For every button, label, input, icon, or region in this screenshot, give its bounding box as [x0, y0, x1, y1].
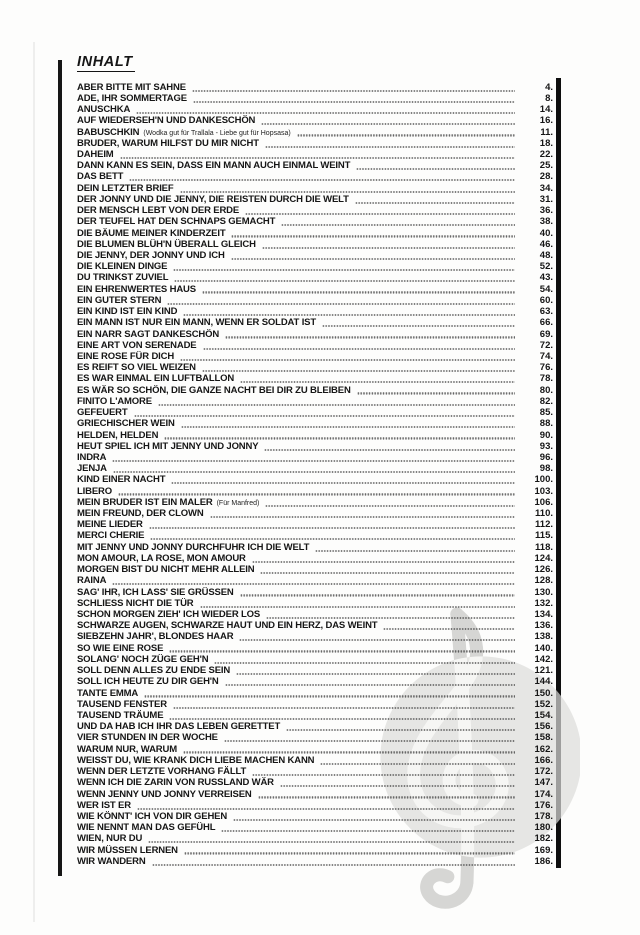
page-number: 169. — [534, 844, 553, 856]
song-title: EIN GUTER STERN — [77, 294, 162, 306]
page-number: 110. — [535, 508, 553, 520]
page-number: 144. — [534, 676, 553, 688]
page-number: 156. — [534, 721, 553, 733]
dot-leader — [225, 684, 515, 686]
page-number: 96. — [539, 451, 553, 463]
toc-entry — [77, 576, 553, 587]
song-title: MORGEN BIST DU NICHT MEHR ALLEIN — [77, 564, 255, 576]
toc-entry — [77, 273, 553, 284]
song-title: MIT JENNY UND JONNY DURCHFUHR ICH DIE WELT — [77, 541, 310, 553]
song-title: DER MENSCH LEBT VON DER ERDE — [77, 205, 240, 217]
song-title: DEIN LETZTER BRIEF — [77, 182, 174, 194]
dot-leader — [118, 493, 515, 495]
song-title: JENJA — [77, 463, 107, 475]
page-number: 31. — [539, 193, 553, 205]
song-title: TANTE EMMA — [77, 687, 139, 699]
toc-entry — [77, 295, 553, 306]
page-number: 118. — [535, 541, 553, 553]
toc-entry — [77, 856, 553, 867]
dot-leader — [193, 101, 515, 103]
toc-entry — [77, 789, 553, 800]
dot-leader — [233, 819, 515, 821]
toc-entry — [77, 834, 553, 845]
dot-leader — [184, 852, 515, 854]
song-title: SO WIE EINE ROSE — [77, 642, 164, 654]
toc-entry — [77, 104, 553, 115]
song-title: DIE BLUMEN BLÜH'N ÜBERALL GLEICH — [77, 238, 256, 250]
page-number: 46. — [539, 238, 553, 250]
toc-entry — [77, 340, 553, 351]
dot-leader — [134, 415, 515, 417]
page-number: 140. — [534, 642, 553, 654]
dot-leader — [129, 179, 515, 181]
toc-entry — [77, 430, 553, 441]
page-number: 166. — [534, 754, 553, 766]
dot-leader — [297, 134, 515, 136]
page-number: 22. — [539, 149, 553, 161]
dot-leader — [252, 774, 515, 776]
song-title: MEIN BRUDER IST EIN MALER — [77, 496, 213, 508]
toc-entry — [77, 497, 553, 508]
dot-leader — [158, 404, 515, 406]
dot-leader — [260, 572, 515, 574]
song-title: ANUSCHKA — [77, 104, 131, 116]
toc-entry — [77, 621, 553, 632]
page-number: 28. — [539, 171, 553, 183]
song-title: AUF WIEDERSEH'N UND DANKESCHÖN — [77, 115, 256, 127]
page-title: INHALT — [77, 54, 133, 70]
toc-entry — [77, 463, 553, 474]
toc-entry — [77, 822, 553, 833]
toc-entry — [77, 811, 553, 822]
song-title: WER IST ER — [77, 799, 131, 811]
page-number: 18. — [539, 137, 553, 149]
song-title: WEISST DU, WIE KRANK DICH LIEBE MACHEN KANN — [77, 754, 315, 766]
page-number: 176. — [534, 799, 553, 811]
page-number: 60. — [539, 294, 553, 306]
dot-leader — [113, 471, 515, 473]
dot-leader — [202, 370, 515, 372]
song-title: BABUSCHKIN — [77, 126, 140, 138]
page-number: 126. — [534, 564, 553, 576]
page-number: 178. — [534, 810, 553, 822]
page-number: 172. — [534, 766, 553, 778]
page-number: 138. — [534, 631, 553, 643]
song-title: SCHON MORGEN ZIEH' ICH WIEDER LOS — [77, 609, 261, 620]
dot-leader — [144, 695, 515, 697]
toc-entry — [77, 138, 553, 149]
page-number: 76. — [539, 362, 553, 374]
page-number: 103. — [534, 485, 553, 497]
page-number: 134. — [534, 609, 553, 620]
dot-leader — [173, 707, 515, 709]
song-title: DER JONNY UND DIE JENNY, DIE REISTEN DURCH DIE WELT — [77, 193, 349, 205]
dot-leader — [148, 841, 515, 843]
page-number: 4. — [545, 81, 553, 93]
page-number: 98. — [539, 463, 553, 475]
toc-entry — [77, 520, 553, 531]
dot-leader — [286, 729, 515, 731]
toc-entry — [77, 262, 553, 273]
toc-entry — [77, 396, 553, 407]
song-title: WIE KÖNNT' ICH VON DIR GEHEN — [77, 810, 228, 822]
dot-leader — [264, 449, 515, 451]
song-title: ES REIFT SO VIEL WEIZEN — [77, 362, 196, 374]
toc-entry — [77, 306, 553, 317]
song-title: WARUM NUR, WARUM — [77, 743, 177, 755]
song-title: MEIN FREUND, DER CLOWN — [77, 508, 204, 520]
toc-entry — [77, 183, 553, 194]
page-number: 11. — [540, 126, 553, 138]
dot-leader — [203, 348, 516, 350]
page-number: 52. — [539, 261, 553, 273]
song-title: INDRA — [77, 451, 107, 463]
song-title: EINE ART VON SERENADE — [77, 339, 197, 351]
song-title: HEUT SPIEL ICH MIT JENNY UND JONNY — [77, 440, 259, 452]
song-title: WIR WANDERN — [77, 855, 146, 867]
song-title: SCHLIESS NICHT DIE TÜR — [77, 597, 194, 609]
song-title: ABER BITTE MIT SAHNE — [77, 81, 186, 93]
toc-entry — [77, 721, 553, 732]
page-number: 150. — [534, 687, 553, 699]
page-number: 154. — [534, 709, 553, 721]
dot-leader — [152, 864, 515, 866]
toc-entry — [77, 643, 553, 654]
toc-entry — [77, 766, 553, 777]
page-number: 74. — [539, 350, 553, 362]
toc-entry — [77, 733, 553, 744]
song-title: SIEBZEHN JAHR', BLONDES HAAR — [77, 631, 234, 643]
toc-entry — [77, 205, 553, 216]
dot-leader — [164, 437, 515, 439]
dot-leader — [149, 527, 515, 529]
song-title: EIN NARR SAGT DANKESCHÖN — [77, 328, 220, 340]
dot-leader — [167, 303, 515, 305]
song-title: WIE NENNT MAN DAS GEFÜHL — [77, 822, 216, 834]
toc-entry — [77, 710, 553, 721]
toc-entry — [77, 587, 553, 598]
song-title: DIE JENNY, DER JONNY UND ICH — [77, 250, 225, 261]
toc-entry — [77, 82, 553, 93]
page-number: 132. — [534, 597, 553, 609]
page-number: 88. — [539, 418, 553, 430]
page-number: 36. — [539, 205, 553, 217]
toc-entry — [77, 531, 553, 542]
dot-leader — [224, 740, 515, 742]
toc-entry — [77, 127, 553, 138]
dot-leader — [245, 213, 515, 215]
dot-leader — [265, 146, 515, 148]
toc-entry — [77, 564, 553, 575]
toc-entry — [77, 149, 553, 160]
song-title: EIN EHRENWERTES HAUS — [77, 283, 196, 295]
toc-entry — [77, 609, 553, 620]
dot-leader — [120, 157, 515, 159]
page-number: 182. — [534, 833, 553, 845]
dot-leader — [240, 381, 515, 383]
toc-entry — [77, 677, 553, 688]
page-number: 82. — [539, 395, 553, 407]
song-title: SOLANG' NOCH ZÜGE GEH'N — [77, 653, 209, 665]
song-title: TAUSEND TRÄUME — [77, 709, 164, 721]
toc-entry — [77, 475, 553, 486]
dot-leader — [383, 628, 515, 630]
dot-leader — [355, 202, 515, 204]
toc-entry — [77, 385, 553, 396]
song-title: WENN ICH DIE ZARIN VON RUSSLAND WÄR — [77, 777, 274, 789]
toc-entry — [77, 318, 553, 329]
song-title: DAHEIM — [77, 149, 114, 161]
toc-entry — [77, 116, 553, 127]
song-title: DANN KANN ES SEIN, DASS EIN MANN AUCH EINMAL WEINT — [77, 160, 351, 172]
toc-entry — [77, 374, 553, 385]
page-number: 128. — [534, 575, 553, 587]
toc-entry — [77, 654, 553, 665]
scan-bar-left — [58, 60, 62, 876]
dot-leader — [231, 258, 515, 260]
song-title: EIN KIND IST EIN KIND — [77, 306, 178, 318]
page-number: 16. — [539, 115, 553, 127]
toc-entry — [77, 800, 553, 811]
dot-leader — [322, 325, 515, 327]
page-number: 121. — [534, 665, 553, 677]
page-number: 8. — [545, 92, 553, 104]
dot-leader — [231, 235, 515, 237]
dot-leader — [281, 224, 515, 226]
page-number: 158. — [534, 732, 553, 744]
toc-entry — [77, 598, 553, 609]
toc-entry — [77, 632, 553, 643]
dot-leader — [262, 247, 515, 249]
toc-entry — [77, 778, 553, 789]
song-title: DU TRINKST ZUVIEL — [77, 272, 169, 284]
song-title: EINE ROSE FÜR DICH — [77, 350, 175, 362]
song-title: EIN MANN IST NUR EIN MANN, WENN ER SOLDAT IST — [77, 317, 317, 329]
page-number: 14. — [539, 104, 553, 116]
dot-leader — [357, 392, 515, 394]
song-subtitle: (Wodka gut für Trallala - Liebe gut für Hopsasa) — [143, 130, 291, 138]
page-number: 152. — [534, 698, 553, 710]
toc-entry — [77, 217, 553, 228]
dot-leader — [112, 583, 515, 585]
song-title: WIR MÜSSEN LERNEN — [77, 844, 178, 856]
page-fold-shadow — [33, 42, 35, 922]
song-title: GEFEUERT — [77, 407, 128, 419]
page-number: 78. — [539, 373, 553, 385]
dot-leader — [169, 718, 515, 720]
song-title: MON AMOUR, LA ROSE, MON AMOUR — [77, 552, 246, 564]
toc-entry — [77, 665, 553, 676]
dot-leader — [261, 123, 515, 125]
song-title: ES WÄR SO SCHÖN, DIE GANZE NACHT BEI DIR ZU BLEIBEN — [77, 384, 351, 396]
toc-entry — [77, 329, 553, 340]
dot-leader — [202, 291, 515, 293]
page-number: 63. — [539, 306, 553, 318]
page-number: 38. — [539, 216, 553, 228]
page-number: 54. — [539, 283, 553, 295]
dot-leader — [266, 617, 515, 619]
dot-leader — [137, 808, 515, 810]
dot-leader — [150, 538, 515, 540]
song-title: BRUDER, WARUM HILFST DU MIR NICHT — [77, 137, 259, 149]
dot-leader — [320, 763, 515, 765]
dot-leader — [174, 280, 515, 282]
page-number: 147. — [534, 777, 553, 789]
page-number: 115. — [535, 530, 553, 542]
page-number: 106. — [534, 496, 553, 508]
page-number: 40. — [539, 227, 553, 239]
song-title: WENN JENNY UND JONNY VERREISEN — [77, 788, 252, 800]
toc-entry — [77, 744, 553, 755]
song-title: WENN DER LETZTE VORHANG FÄLLT — [77, 766, 247, 778]
song-title: LIBERO — [77, 485, 112, 497]
page-number: 93. — [539, 440, 553, 452]
page-number: 162. — [534, 743, 553, 755]
dot-leader — [356, 168, 515, 170]
song-title: SAG' IHR, ICH LASS' SIE GRÜSSEN — [77, 586, 234, 598]
song-title: FINITO L'AMORE — [77, 395, 152, 407]
song-title: SCHWARZE AUGEN, SCHWARZE HAUT UND EIN HERZ, DAS WEINT — [77, 620, 378, 632]
page-number: 72. — [539, 339, 553, 351]
toc-entry — [77, 362, 553, 373]
toc-entry — [77, 351, 553, 362]
toc-entry — [77, 452, 553, 463]
page-number: 48. — [539, 250, 553, 261]
toc-entry — [77, 284, 553, 295]
dot-leader — [265, 505, 515, 507]
song-title: DIE KLEINEN DINGE — [77, 261, 168, 273]
toc-entry — [77, 845, 553, 856]
dot-leader — [315, 550, 515, 552]
song-title: HELDEN, HELDEN — [77, 429, 159, 441]
song-title: DIE BÄUME MEINER KINDERZEIT — [77, 227, 226, 239]
song-title: WIEN, NUR DU — [77, 833, 143, 845]
dot-leader — [180, 191, 515, 193]
page-number: 174. — [534, 788, 553, 800]
toc-entry — [77, 486, 553, 497]
toc-entry — [77, 542, 553, 553]
page-number: 69. — [539, 328, 553, 340]
toc-entry — [77, 93, 553, 104]
dot-leader — [225, 336, 515, 338]
dot-leader — [252, 561, 515, 563]
toc-entry — [77, 508, 553, 519]
song-title: KIND EINER NACHT — [77, 474, 166, 486]
dot-leader — [180, 359, 515, 361]
dot-leader — [214, 662, 515, 664]
page-number: 136. — [534, 620, 553, 632]
toc-entry — [77, 250, 553, 261]
song-subtitle: (Für Manfred) — [216, 500, 260, 508]
dot-leader — [200, 606, 515, 608]
page-number: 80. — [539, 384, 553, 396]
song-title: MEINE LIEDER — [77, 519, 143, 531]
table-of-contents — [77, 82, 553, 867]
dot-leader — [280, 785, 515, 787]
dot-leader — [210, 516, 515, 518]
toc-entry — [77, 553, 553, 564]
dot-leader — [183, 751, 515, 753]
toc-entry — [77, 688, 553, 699]
toc-entry — [77, 407, 553, 418]
page-number: 142. — [534, 653, 553, 665]
dot-leader — [192, 90, 515, 92]
dot-leader — [221, 830, 515, 832]
page-number: 66. — [539, 317, 553, 329]
dot-leader — [236, 673, 515, 675]
page-number: 112. — [535, 519, 553, 531]
page-number: 130. — [534, 586, 553, 598]
song-title: RAINA — [77, 575, 107, 587]
song-title: GRIECHISCHER WEIN — [77, 418, 175, 430]
page-number: 85. — [539, 407, 553, 419]
dot-leader — [258, 796, 515, 798]
toc-entry — [77, 172, 553, 183]
song-title: TAUSEND FENSTER — [77, 698, 167, 710]
dot-leader — [136, 112, 515, 114]
toc-entry — [77, 194, 553, 205]
dot-leader — [240, 594, 515, 596]
toc-entry — [77, 228, 553, 239]
page-number: 25. — [539, 160, 553, 172]
page-number: 124. — [534, 552, 553, 564]
toc-entry — [77, 161, 553, 172]
dot-leader — [183, 314, 515, 316]
page-number: 43. — [539, 272, 553, 284]
song-title: DAS BETT — [77, 171, 124, 183]
page-number: 186. — [534, 855, 553, 867]
song-title: ADE, IHR SOMMERTAGE — [77, 92, 187, 104]
song-title: UND DA HAB ICH IHR DAS LEBEN GERETTET — [77, 721, 281, 733]
song-title: SOLL ICH HEUTE ZU DIR GEH'N — [77, 676, 219, 688]
page-number: 180. — [534, 822, 553, 834]
toc-entry — [77, 239, 553, 250]
dot-leader — [181, 426, 515, 428]
dot-leader — [173, 269, 515, 271]
page-number: 100. — [534, 474, 553, 486]
song-title: ES WAR EINMAL EIN LUFTBALLON — [77, 373, 235, 385]
dot-leader — [112, 460, 515, 462]
page-number: 34. — [539, 182, 553, 194]
toc-entry — [77, 755, 553, 766]
song-title: VIER STUNDEN IN DER WOCHE — [77, 732, 218, 744]
toc-entry — [77, 419, 553, 430]
song-title: DER TEUFEL HAT DEN SCHNAPS GEMACHT — [77, 216, 276, 228]
dot-leader — [171, 482, 515, 484]
toc-entry — [77, 699, 553, 710]
dot-leader — [169, 650, 515, 652]
song-title: SOLL DENN ALLES ZU ENDE SEIN — [77, 665, 231, 677]
dot-leader — [239, 639, 515, 641]
page-number: 90. — [539, 429, 553, 441]
song-title: MERCI CHERIE — [77, 530, 145, 542]
toc-entry — [77, 441, 553, 452]
